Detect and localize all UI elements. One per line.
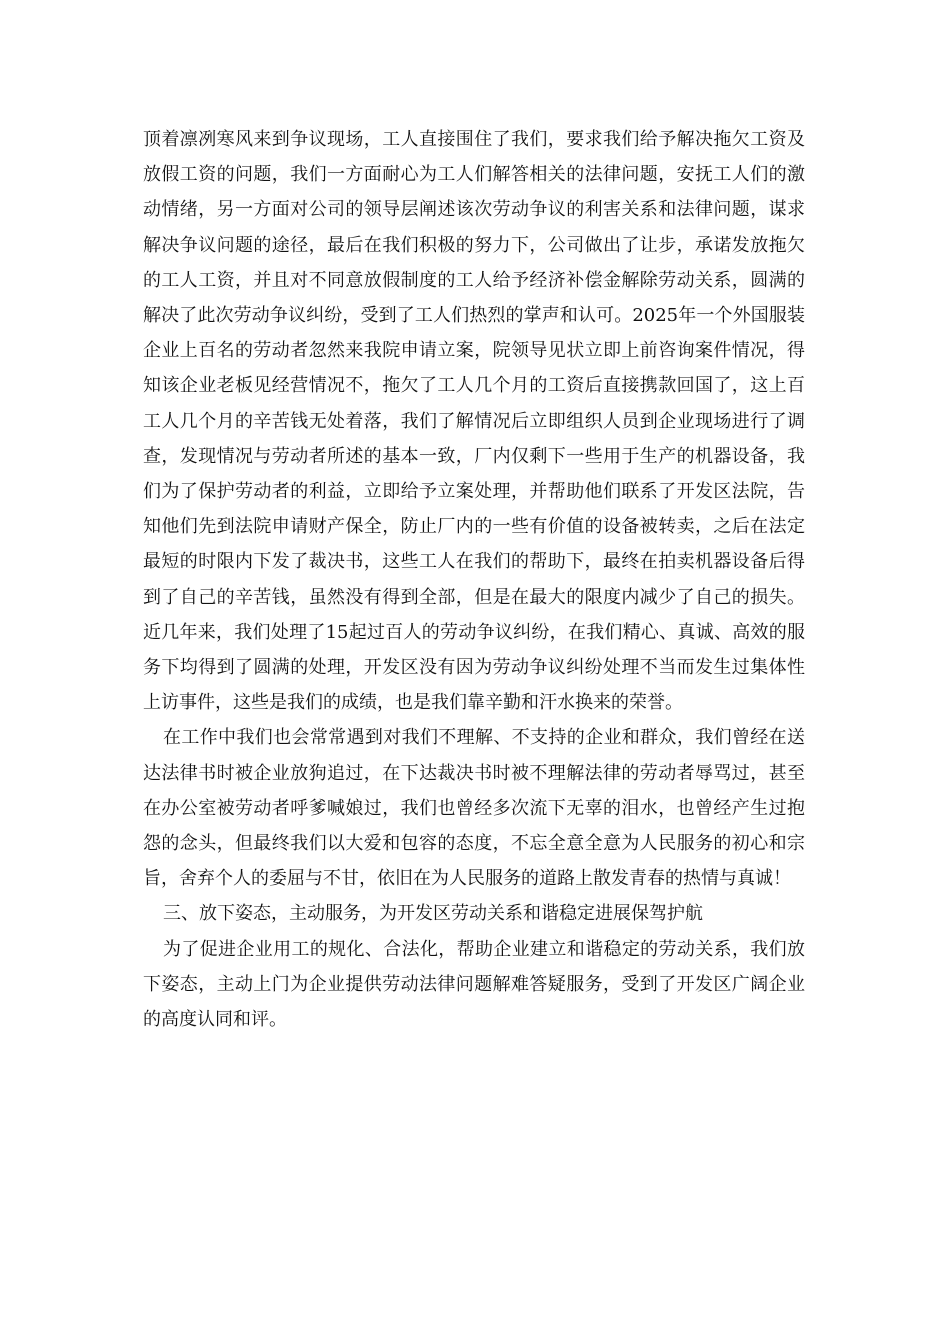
paragraph-work-difficulties: 在工作中我们也会常常遇到对我们不理解、不支持的企业和群众，我们曾经在送达法律书时被企业放狗追过，在下达裁决书时被不理解法律的劳动者辱骂过，甚至在办公室被劳动者呼爹喊娘过，我们也曾经多次流下无辜的泪水，也曾经产生过抱怨的念头，但最终我们以大爱和包容的态度，不忘全意全意为人民服务的初心和宗旨，舍弃个人的委屈与不甘，依旧在为人民服务的道路上散发青春的热情与真诚！ [143, 727, 805, 890]
section-heading-three: 三、放下姿态，主动服务，为开发区劳动关系和谐稳定进展保驾护航 [163, 903, 703, 925]
paragraph-proactive-service: 为了促进企业用工的规化、合法化，帮助企业建立和谐稳定的劳动关系，我们放下姿态，主动上门为企业提供劳动法律问题解难答疑服务，受到了开发区广阔企业的高度认同和评。 [143, 938, 805, 1031]
paragraph-labor-dispute-cases: 顶着凛冽寒风来到争议现场，工人直接围住了我们，要求我们给予解决拖欠工资及放假工资的问题，我们一方面耐心为工人们解答相关的法律问题，安抚工人们的激动情绪，另一方面对公司的领导层阐述该次劳动争议的利害关系和法律问题，谋求解决争议问题的途径，最后在我们积极的努力下，公司做出了让步，承诺发放拖欠的工人工资，并且对不同意放假制度的工人给予经济补偿金解除劳动关系，圆满的解决了此次劳动争议纠纷，受到了工人们热烈的掌声和认可。2025年一个外国服装企业上百名的劳动者忽然来我院申请立案，院领导见状立即上前咨询案件情况，得知该企业老板见经营情况不，拖欠了工人几个月的工资后直接携款回国了，这上百工人几个月的辛苦钱无处着落，我们了解情况后立即组织人员到企业现场进行了调查，发现情况与劳动者所述的基本一致，厂内仅剩下一些用于生产的机器设备，我们为了保护劳动者的利益，立即给予立案处理，并帮助他们联系了开发区法院，告知他们先到法院申请财产保全，防止厂内的一些有价值的设备被转卖，之后在法定最短的时限内下发了裁决书，这些工人在我们的帮助下，最终在拍卖机器设备后得到了自己的辛苦钱，虽然没有得到全部，但是在最大的限度内减少了自己的损失。近几年来，我们处理了15起过百人的劳动争议纠纷，在我们精心、真诚、高效的服务下均得到了圆满的处理，开发区没有因为劳动争议纠纷处理不当而发生过集体性上访事件，这些是我们的成绩，也是我们靠辛勤和汗水换来的荣誉。 [143, 129, 805, 714]
document-body [143, 122, 805, 1037]
